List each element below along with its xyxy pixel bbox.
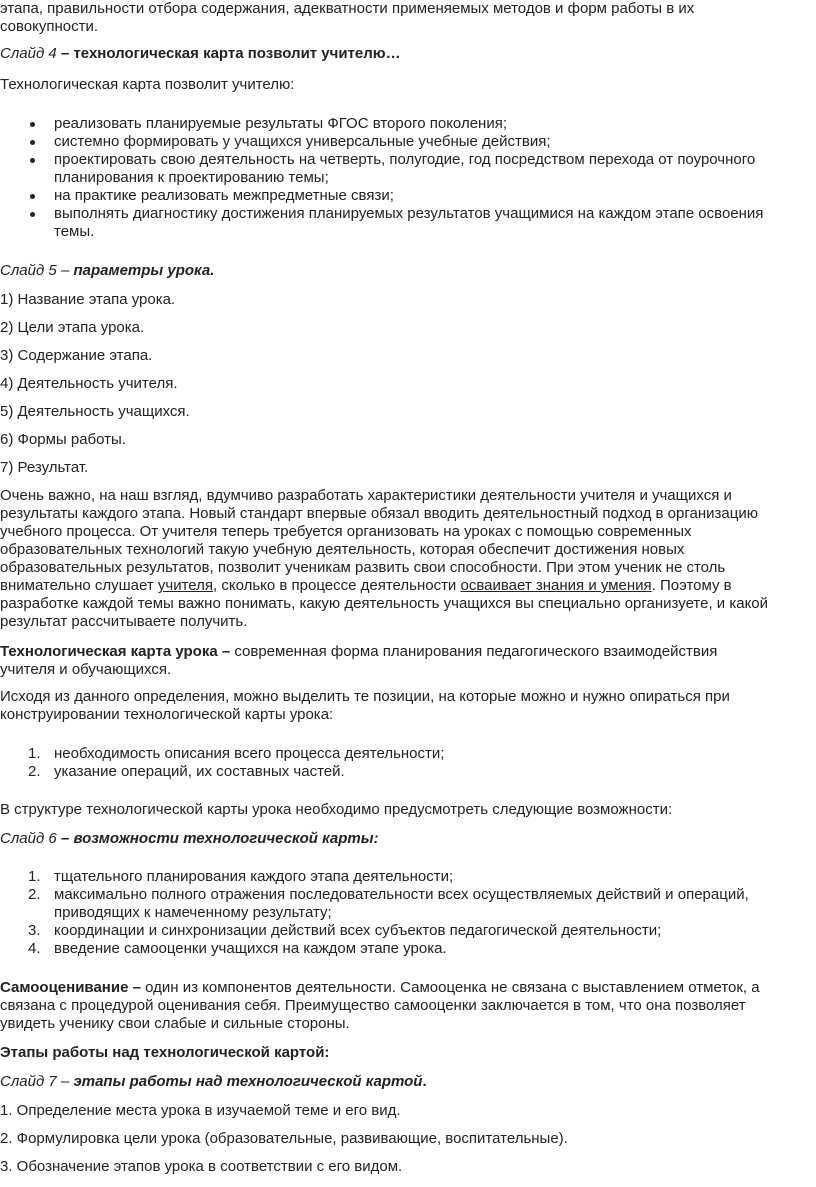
slide7-heading: Слайд 7 – этапы работы над технологической картой. xyxy=(0,1073,427,1090)
list-item: реализовать планируемые результаты ФГОС второго поколения; xyxy=(0,115,812,133)
slide5-heading: Слайд 5 – параметры урока. xyxy=(0,262,215,279)
lesson-param: 5) Деятельность учащихся. xyxy=(0,403,190,420)
lesson-param: 2) Цели этапа урока. xyxy=(0,319,145,336)
slide4-bullet-list xyxy=(0,115,812,241)
slide5-title: параметры урока. xyxy=(73,262,215,279)
list-item: проектировать свою деятельность на четверть, полугодие, год посредством перехода от поурочного планирования к проектированию темы; xyxy=(0,151,812,187)
self-assessment-term: Самооценивание – xyxy=(0,979,141,996)
list-item: 4. введение самооценки учащихся на каждом этапе урока. xyxy=(28,940,447,957)
list-item: 1. необходимость описания всего процесса деятельности; xyxy=(28,745,445,762)
slide4-heading xyxy=(0,45,812,63)
slide6-heading xyxy=(0,830,812,848)
slide6-prefix: Слайд 6 xyxy=(0,830,57,847)
stage-step: 2. Формулировка цели урока (образовательные, развивающие, воспитательные). xyxy=(0,1130,568,1147)
list-item: 3. координации и синхронизации действий всех субъектов педагогической деятельности; xyxy=(28,922,662,939)
list-item: 2. указание операций, их составных частей. xyxy=(28,763,345,780)
list-item: выполнять диагностику достижения планируемых результатов учащимися на каждом этапе освоения темы. xyxy=(0,205,812,241)
list-item: 1. тщательного планирования каждого этапа деятельности; xyxy=(28,868,454,885)
list-item: на практике реализовать межпредметные связи; xyxy=(0,187,812,205)
stage-step: 1. Определение места урока в изучаемой теме и его вид. xyxy=(0,1102,401,1119)
lesson-param: 1) Название этапа урока. xyxy=(0,291,176,308)
lesson-param: 6) Формы работы. xyxy=(0,431,126,448)
stages-heading: Этапы работы над технологической картой: xyxy=(0,1044,330,1061)
underlined-knowledge: осваивает знания и умения xyxy=(460,577,652,594)
positions-paragraph: Исходя из данного определения, можно выделить те позиции, на которые можно и нужно опираться при конструировании технологической карты урока: xyxy=(0,688,730,723)
list-item: системно формировать у учащихся универсальные учебные действия; xyxy=(0,133,812,151)
positions-numbered-list xyxy=(0,745,812,781)
slide7-prefix: Слайд 7 xyxy=(0,1073,57,1090)
definition-term: Технологическая карта урока – xyxy=(0,643,231,660)
underlined-teacher: учителя, xyxy=(157,577,218,594)
slide5-prefix: Слайд 5 xyxy=(0,262,57,279)
slide6-title: – возможности технологической карты: xyxy=(60,830,379,847)
importance-paragraph: Очень важно, на наш взгляд, вдумчиво разработать характеристики деятельности учителя и учащихся и результаты каждого этапа. Новый стандарт впервые обязал вводить деятельностный подход в организацию учебного процесса. От учителя теперь требуется организовать на уроках с помощью современных образовательных технологий такую учебную деятельность, которая обеспечит достижения новых образовательных результатов, позволит ученикам развить свои способности. При этом ученик не столь внимательно слушает учителя, сколько в процессе деятельности осваивает знания и умения. Поэтому в разработке каждой темы важно понимать, какую деятельность учащихся вы специально организуете, и какой результат рассчитываете получить. xyxy=(0,487,769,630)
self-assessment-paragraph: Самооценивание – один из компонентов деятельности. Самооценка не связана с выставлением отметок, а связана с процедурой оценивания себя. Преимущество самооценки заключается в том, что она позволяет увидеть ученику свои слабые и сильные стороны. xyxy=(0,979,760,1032)
lesson-param: 4) Деятельность учителя. xyxy=(0,375,178,392)
lesson-param: 3) Содержание этапа. xyxy=(0,347,153,364)
slide6-numbered-list xyxy=(0,868,812,958)
intro-paragraph: этапа, правильности отбора содержания, адекватности применяемых методов и форм работы в их совокупности. xyxy=(0,0,695,35)
lesson-param: 7) Результат. xyxy=(0,459,89,476)
slide7-title: этапы работы над технологической картой xyxy=(73,1073,423,1090)
slide4-prefix: Слайд 4 xyxy=(0,45,57,62)
slide4-title: – технологическая карта позволит учителю… xyxy=(60,45,401,62)
list-item: 2. максимально полного отражения последовательности всех осуществляемых действий и операций, приводящих к намеченному результату; xyxy=(28,886,749,921)
slide4-lead: Технологическая карта позволит учителю: xyxy=(0,76,295,93)
stage-step: 3. Обозначение этапов урока в соответствии с его видом. xyxy=(0,1158,403,1175)
definition-paragraph: Технологическая карта урока – современная форма планирования педагогического взаимодействия учителя и обучающихся. xyxy=(0,643,718,678)
structure-paragraph: В структуре технологической карты урока необходимо предусмотреть следующие возможности: xyxy=(0,801,673,818)
